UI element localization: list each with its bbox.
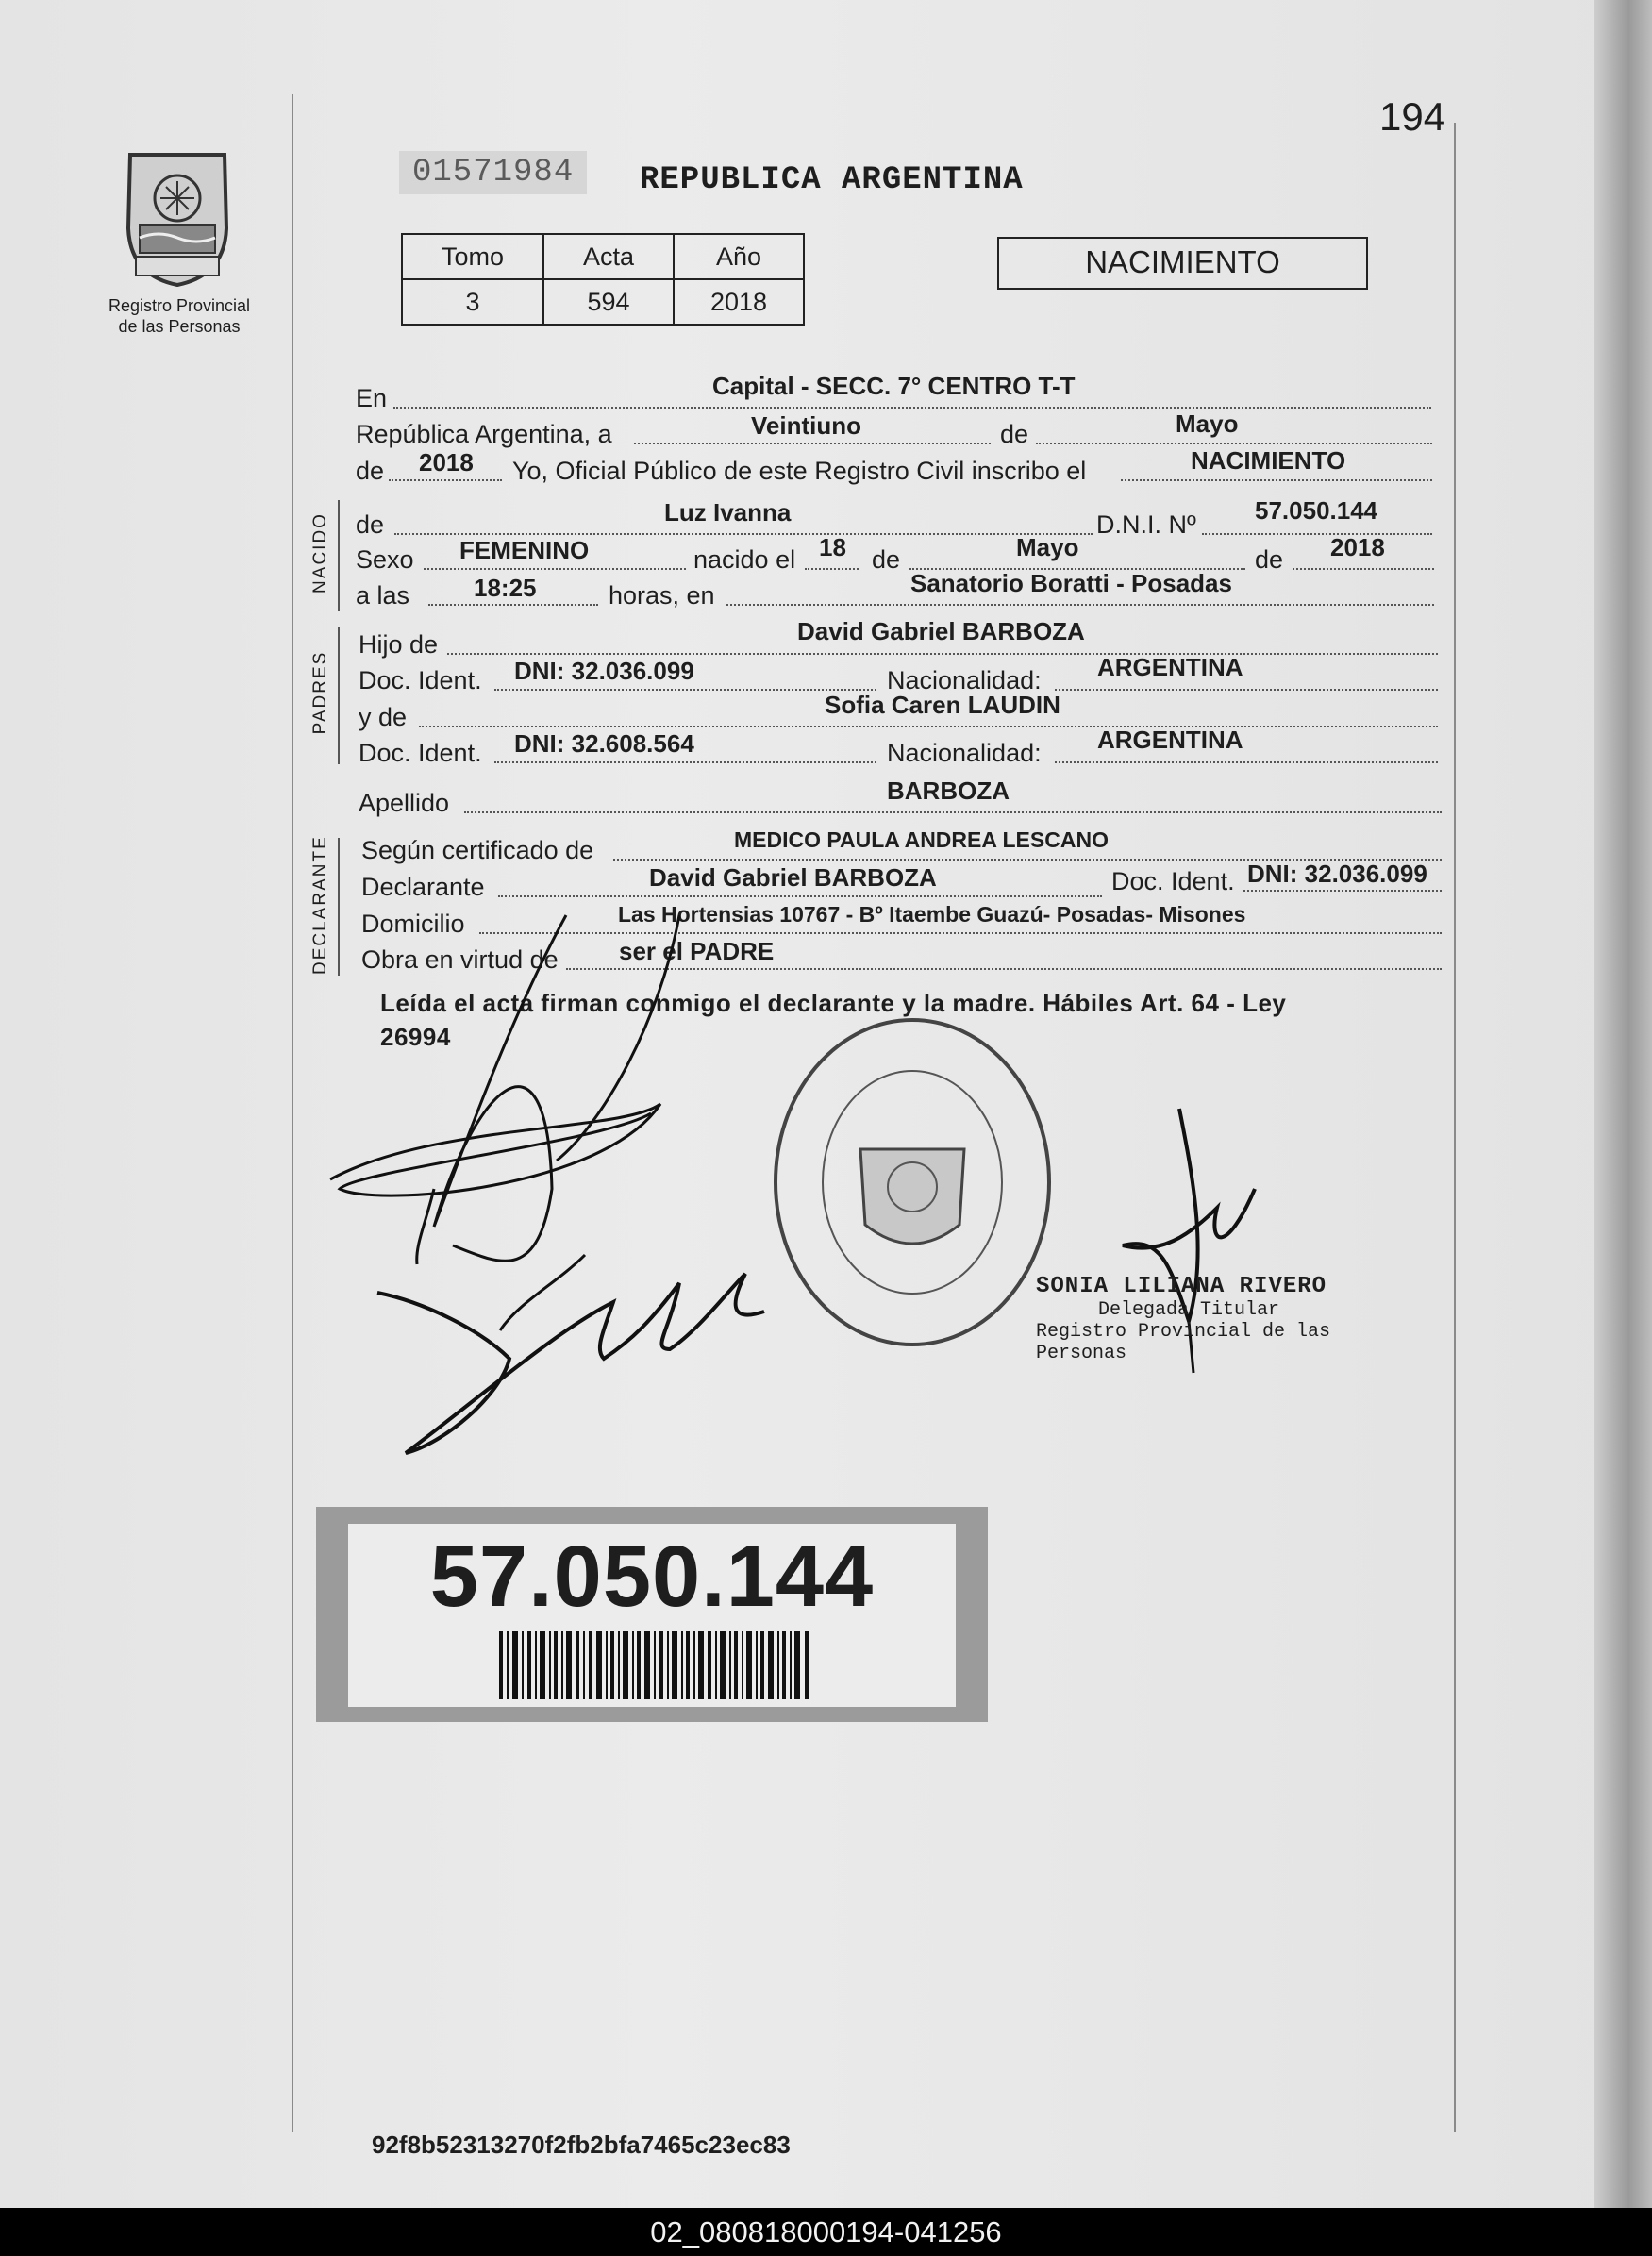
- dotted-line: [1243, 890, 1442, 892]
- value-anio: 2018: [674, 279, 804, 325]
- label-en: En: [356, 384, 388, 412]
- note-line1: Leída el acta firman conmigo el declarante y la madre. Hábiles Art. 64 - Ley: [380, 989, 1287, 1017]
- value-obra: ser el PADRE: [619, 937, 775, 965]
- value-dia: 18: [819, 533, 846, 561]
- dotted-line: [1055, 689, 1438, 691]
- dotted-line: [464, 811, 1442, 813]
- label-de: de: [1000, 420, 1029, 448]
- official-role: Delegada Titular: [1098, 1299, 1280, 1321]
- registry-caption-line2: de las Personas: [118, 317, 241, 336]
- label-dni: D.N.I. Nº: [1096, 510, 1196, 539]
- header-acta: Acta: [543, 234, 674, 279]
- footer-file-id: 02_080818000194-041256: [650, 2215, 1002, 2248]
- value-mes: Mayo: [1176, 409, 1239, 438]
- dotted-line: [498, 895, 1102, 897]
- dotted-line: [726, 604, 1434, 606]
- value-apellido: BARBOZA: [887, 777, 1010, 805]
- value-domicilio: Las Hortensias 10767 - Bº Itaembe Guazú- Posadas- Misones: [618, 902, 1246, 927]
- province-seal-icon: [111, 143, 243, 290]
- footer-bar: [0, 2208, 1652, 2256]
- value-declarante: David Gabriel BARBOZA: [649, 863, 937, 892]
- value-tomo: 3: [402, 279, 543, 325]
- value-acta: 594: [543, 279, 674, 325]
- record-type-box: NACIMIENTO: [997, 237, 1368, 290]
- page-number: 194: [1379, 94, 1446, 139]
- dotted-line: [1055, 761, 1438, 763]
- dni-barcode-panel: [348, 1524, 956, 1707]
- dni-number: 57.050.144: [429, 1529, 875, 1625]
- dotted-line: [428, 604, 598, 606]
- dni-barcode-box: [316, 1507, 988, 1722]
- dotted-line: [805, 568, 859, 570]
- official-name: SONIA LILIANA RIVERO: [1036, 1274, 1327, 1299]
- dotted-line: [1121, 479, 1432, 481]
- official-stamp-icon: [766, 1008, 1059, 1357]
- value-madre-doc: DNI: 32.608.564: [514, 729, 694, 758]
- value-padre-nac: ARGENTINA: [1097, 653, 1243, 681]
- label-declarante: Declarante: [361, 873, 485, 901]
- label-doc-ident-3: Doc. Ident.: [1111, 867, 1235, 895]
- dotted-line: [494, 689, 876, 691]
- page-edge: [1594, 0, 1652, 2208]
- label-a-las: a las: [356, 581, 410, 610]
- dotted-line: [424, 568, 686, 570]
- side-label-declarante: DECLARANTE: [310, 835, 330, 975]
- registry-caption: [94, 295, 264, 337]
- dotted-line: [1202, 533, 1432, 535]
- document-hash: 92f8b52313270f2fb2bfa7465c23ec83: [372, 2131, 791, 2159]
- side-label-nacido: NACIDO: [310, 512, 330, 593]
- side-label-padres: PADRES: [310, 650, 330, 735]
- label-yo-oficial: Yo, Oficial Público de este Registro Civil inscribo el: [512, 457, 1087, 485]
- label-nacionalidad-2: Nacionalidad:: [887, 739, 1042, 767]
- label-y-de: y de: [359, 703, 408, 731]
- registry-caption-line1: Registro Provincial: [108, 296, 251, 315]
- label-sexo: Sexo: [356, 545, 414, 574]
- mother-signature-icon: [368, 1189, 774, 1462]
- dotted-line: [394, 533, 1093, 535]
- serial-number: 01571984: [399, 151, 587, 194]
- label-domicilio: Domicilio: [361, 910, 465, 938]
- value-anio: 2018: [419, 448, 474, 476]
- label-de-name: de: [356, 510, 385, 539]
- value-declarante-doc: DNI: 32.036.099: [1247, 860, 1427, 888]
- value-mes-nac: Mayo: [1016, 533, 1079, 561]
- value-certificado: MEDICO PAULA ANDREA LESCANO: [734, 827, 1109, 852]
- tomo-acta-table: [401, 233, 805, 326]
- header-tomo: Tomo: [402, 234, 543, 279]
- dotted-line: [419, 726, 1438, 727]
- label-republica: República Argentina, a: [356, 420, 612, 448]
- label-apellido: Apellido: [359, 789, 450, 817]
- value-hora: 18:25: [474, 574, 537, 602]
- label-horas-en: horas, en: [609, 581, 715, 610]
- label-de-anio: de: [1255, 545, 1284, 574]
- value-padre-doc: DNI: 32.036.099: [514, 657, 694, 685]
- label-segun: Según certificado de: [361, 836, 594, 864]
- value-madre: Sofia Caren LAUDIN: [825, 691, 1060, 719]
- value-anio-nac: 2018: [1330, 533, 1385, 561]
- left-margin-line: [292, 94, 293, 2132]
- header-anio: Año: [674, 234, 804, 279]
- dotted-line: [447, 653, 1438, 655]
- right-margin-line: [1454, 123, 1456, 2132]
- label-doc-ident: Doc. Ident.: [359, 666, 482, 694]
- value-sexo: FEMENINO: [459, 536, 590, 564]
- label-hijo-de: Hijo de: [359, 630, 439, 659]
- dotted-line: [1293, 568, 1434, 570]
- barcode-icon: [499, 1631, 810, 1699]
- dotted-line: [1036, 443, 1432, 444]
- value-dia-texto: Veintiuno: [751, 411, 861, 440]
- note-line2: 26994: [380, 1023, 451, 1051]
- value-acto: NACIMIENTO: [1191, 446, 1346, 475]
- value-dni: 57.050.144: [1255, 496, 1378, 525]
- document-title: REPUBLICA ARGENTINA: [640, 162, 1024, 198]
- value-nombre: Luz Ivanna: [664, 498, 792, 526]
- value-padre: David Gabriel BARBOZA: [797, 617, 1085, 645]
- value-lugar-nac: Sanatorio Boratti - Posadas: [910, 569, 1232, 597]
- value-lugar: Capital - SECC. 7° CENTRO T-T: [712, 372, 1076, 400]
- label-doc-ident-2: Doc. Ident.: [359, 739, 482, 767]
- table-row: [402, 279, 804, 325]
- label-de-year: de: [356, 457, 385, 485]
- official-signature-block: [1036, 1274, 1357, 1364]
- dotted-line: [393, 407, 1431, 409]
- label-obra: Obra en virtud de: [361, 945, 559, 974]
- dotted-line: [494, 761, 876, 763]
- dotted-line: [634, 443, 991, 444]
- label-de-mes: de: [872, 545, 901, 574]
- dotted-line: [389, 479, 502, 481]
- bracket-padres: [338, 627, 340, 764]
- label-nacionalidad: Nacionalidad:: [887, 666, 1042, 694]
- table-header-row: [402, 234, 804, 279]
- official-office: Registro Provincial de las Personas: [1036, 1321, 1331, 1364]
- label-nacido-el: nacido el: [693, 545, 796, 574]
- bracket-nacido: [338, 500, 340, 611]
- value-madre-nac: ARGENTINA: [1097, 726, 1243, 754]
